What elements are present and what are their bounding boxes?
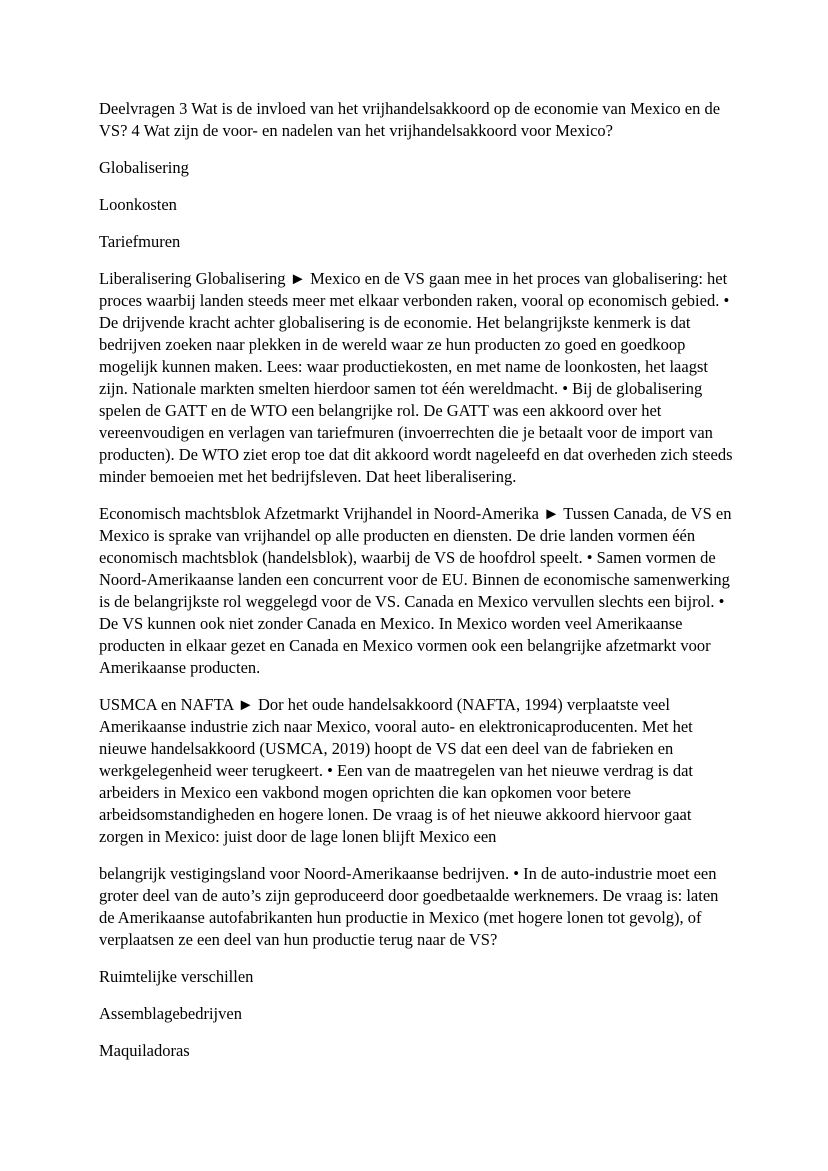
document-text-block bbox=[99, 98, 734, 1062]
term-assemblagebedrijven: Assemblagebedrijven bbox=[99, 1004, 242, 1023]
term-tariefmuren: Tariefmuren bbox=[99, 232, 181, 251]
term-loonkosten: Loonkosten bbox=[99, 195, 177, 214]
paragraph-vrijhandel-noord-amerika: Economisch machtsblok Afzetmarkt Vrijhandel in Noord-Amerika ► Tussen Canada, de VS en Mexico is sprake van vrijhandel op alle producten en diensten. De drie landen vormen één economisch machtsblok (handelsblok), waarbij de VS de hoofdrol speelt. • Samen vormen de Noord-Amerikaanse landen een concurrent voor de EU. Binnen de economische samenwerking is de belangrijkste rol weggelegd voor de VS. Canada en Mexico vervullen slechts een bijrol. • De VS kunnen ook niet zonder Canada en Mexico. In Mexico worden veel Amerikaanse producten in elkaar gezet en Canada en Mexico vormen ook een belangrijke afzetmarkt voor Amerikaanse producten. bbox=[99, 504, 732, 677]
paragraph-liberalisering-globalisering: Liberalisering Globalisering ► Mexico en de VS gaan mee in het proces van globalisering: het proces waarbij landen steeds meer met elkaar verbonden raken, vooral op economisch gebied. • De drijvende kracht achter globalisering is de economie. Het belangrijkste kenmerk is dat bedrijven zoeken naar plekken in de wereld waar ze hun producten zo goed en goedkoop mogelijk kunnen maken. Lees: waar productiekosten, en met name de loonkosten, het laagst zijn. Nationale markten smelten hierdoor samen tot één wereldmacht. • Bij de globalisering spelen de GATT en de WTO een belangrijke rol. De GATT was een akkoord over het vereenvoudigen en verlagen van tariefmuren (invoerrechten die je betaalt voor de import van producten). De WTO ziet erop toe dat dit akkoord wordt nageleefd en dat overheden zich steeds minder bemoeien met het bedrijfsleven. Dat heet liberalisering. bbox=[99, 269, 733, 486]
paragraph-usmca-nafta: USMCA en NAFTA ► Dor het oude handelsakkoord (NAFTA, 1994) verplaatste veel Amerikaanse industrie zich naar Mexico, vooral auto- en elektronicaproducenten. Met het nieuwe handelsakkoord (USMCA, 2019) hoopt de VS dat een deel van de fabrieken en werkgelegenheid weer terugkeert. • Een van de maatregelen van het nieuwe verdrag is dat arbeiders in Mexico een vakbond mogen oprichten die kan opkomen voor betere arbeidsomstandigheden en hogere lonen. De vraag is of het nieuwe akkoord hiervoor gaat zorgen in Mexico: juist door de lage lonen blijft Mexico een bbox=[99, 695, 693, 846]
deelvragen-paragraph: Deelvragen 3 Wat is de invloed van het vrijhandelsakkoord op de economie van Mexico en de VS? 4 Wat zijn de voor- en nadelen van het vrijhandelsakkoord voor Mexico? bbox=[99, 99, 721, 140]
term-globalisering: Globalisering bbox=[99, 158, 189, 177]
term-ruimtelijke-verschillen: Ruimtelijke verschillen bbox=[99, 967, 254, 986]
term-maquiladoras: Maquiladoras bbox=[99, 1041, 190, 1060]
paragraph-usmca-nafta-vervolg: belangrijk vestigingsland voor Noord-Amerikaanse bedrijven. • In de auto-industrie moet een groter deel van de auto’s zijn geproduceerd door goedbetaalde werknemers. De vraag is: laten de Amerikaanse autofabrikanten hun productie in Mexico (met hogere lonen tot gevolg), of verplaatsen ze een deel van hun productie terug naar de VS? bbox=[99, 864, 719, 949]
